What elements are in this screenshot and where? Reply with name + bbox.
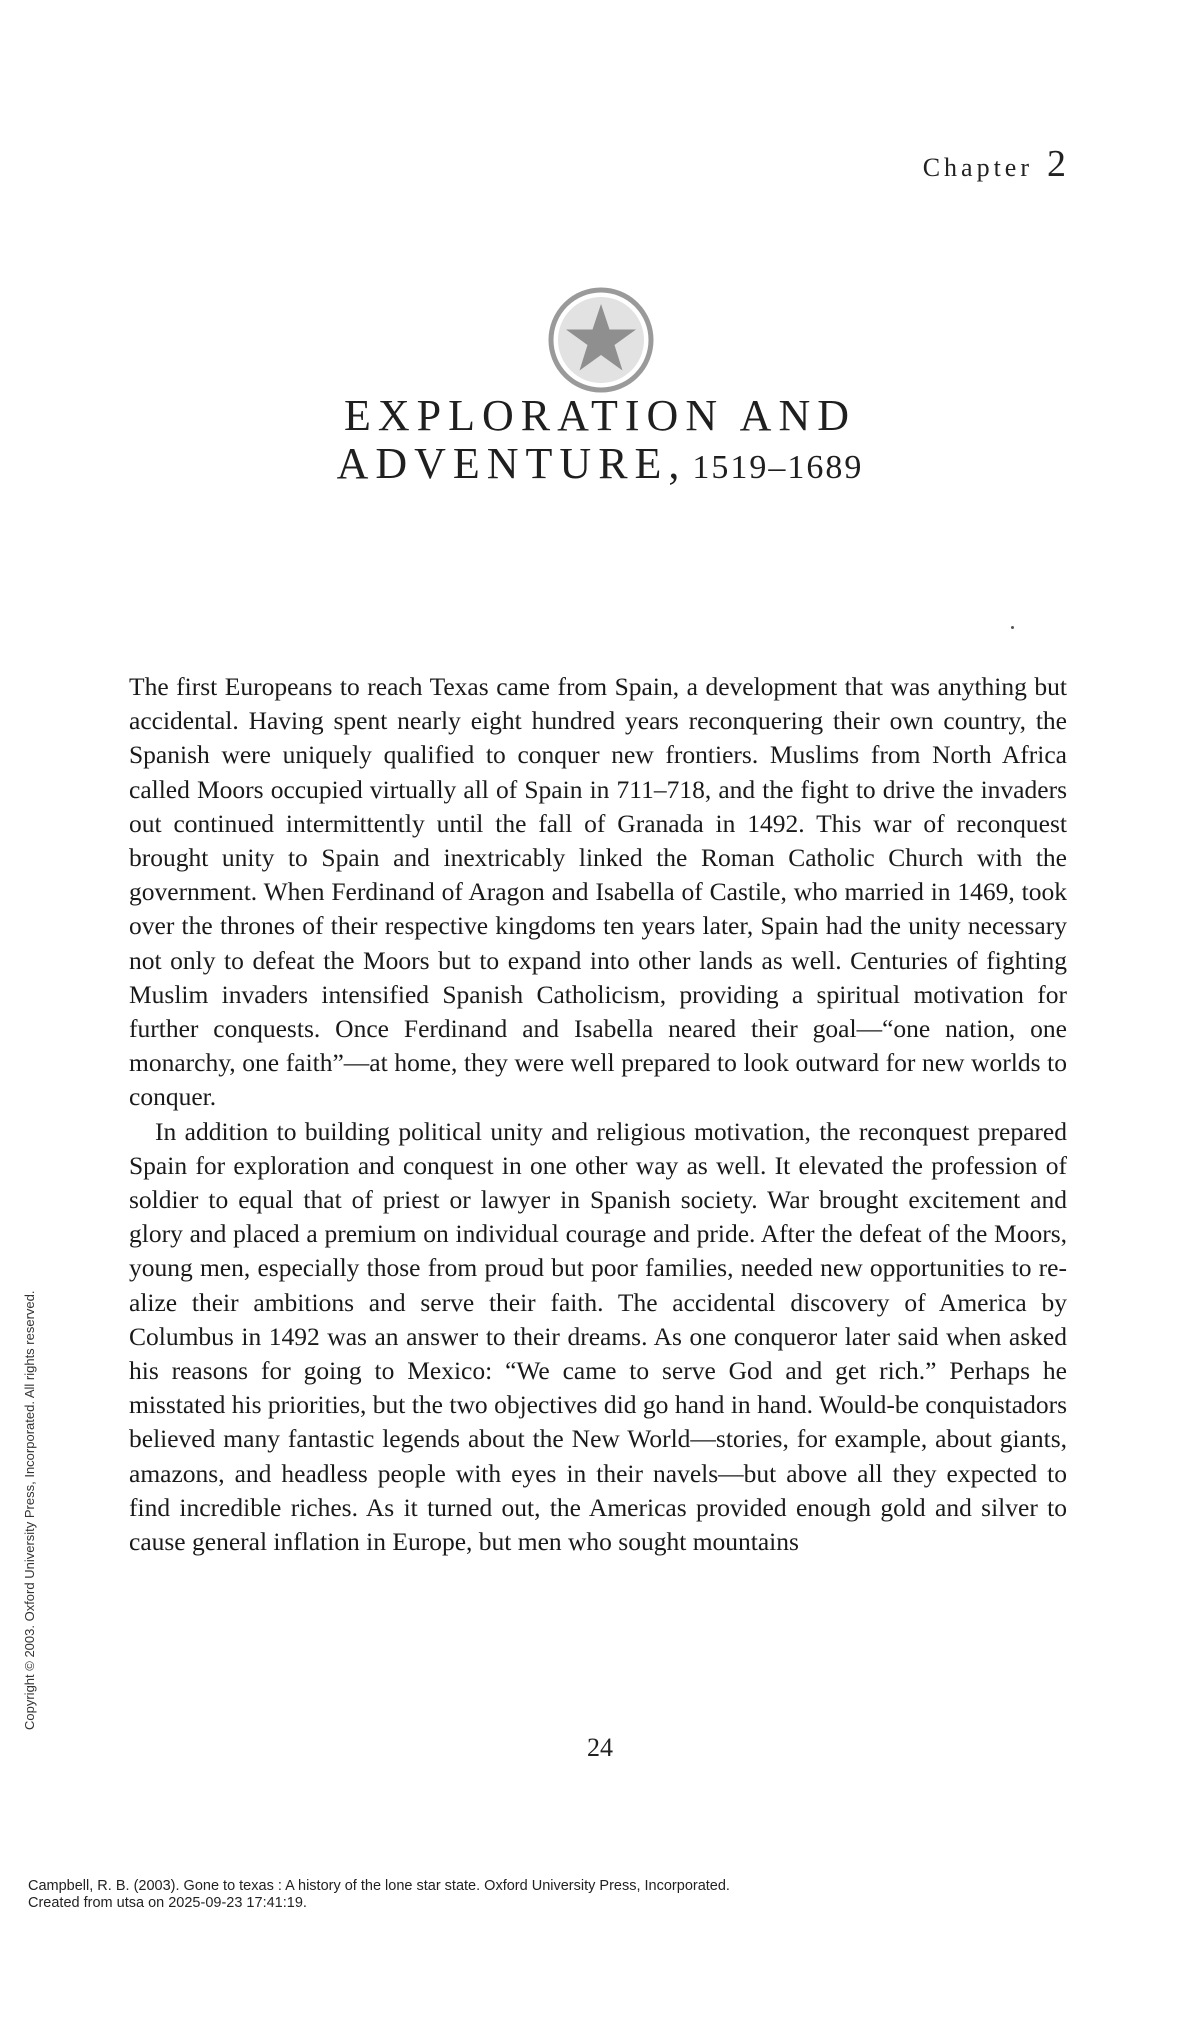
page-number: 24 <box>587 1733 613 1762</box>
copyright-notice: Copyright © 2003. Oxford University Press, Incorporated. All rights reserved. <box>22 1290 37 1730</box>
star-in-circle-icon <box>547 286 655 394</box>
chapter-label <box>923 142 1066 186</box>
chapter-title <box>200 392 1000 492</box>
chapter-title-word: ADVENTURE, <box>336 439 687 488</box>
chapter-title-years: 1519–1689 <box>692 449 864 486</box>
chapter-title-line-2 <box>200 440 1000 492</box>
chapter-word: Chapter <box>922 153 1033 182</box>
citation <box>28 1878 730 1912</box>
body-text <box>129 670 1067 1559</box>
stray-mark <box>1011 626 1014 629</box>
paragraph-1: The first Europeans to reach Texas came from Spain, a development that was anything but accidental. Having spent nearly eight hundred years reconquering their own country, the Spanish were uniquely qualified to conquer new frontiers. Muslims from North Africa called Moors occupied virtually all of Spain in 711–718, and the fight to drive the invaders out continued intermittently until the fall of Granada in 1492. This war of reconquest brought unity to Spain and inextricably linked the Roman Catholic Church with the government. When Ferdinand of Aragon and Isabella of Castile, who married in 1469, took over the thrones of their respective kingdoms ten years later, Spain had the unity necessary not only to defeat the Moors but to expand into other lands as well. Centuries of fighting Muslim invaders intensified Spanish Catholicism, providing a spiritual motivation for further conquests. Once Ferdinand and Isabella neared their goal—“one nation, one monarchy, one faith”—at home, they were well prepared to look outward for new worlds to conquer. <box>129 672 1067 1112</box>
chapter-number: 2 <box>1047 143 1066 185</box>
paragraph-2: In addition to building political unity and religious motivation, the reconquest prepared Spain for exploration and conquest in one other way as well. It elevated the profession of soldier to equal that of priest or lawyer in Spanish society. War brought excitement and glory and placed a premium on individual courage and pride. After the defeat of the Moors, young men, especially those from proud but poor families, needed new opportunities to realize their ambitions and serve their faith. The accidental discovery of America by Columbus in 1492 was an answer to their dreams. As one conqueror later said when asked his reasons for going to Mexico: “We came to serve God and get rich.” Perhaps he misstated his priorities, but the two objectives did go hand in hand. Would-be conquistadors believed many fantastic legends about the New World—stories, for example, about giants, amazons, and headless people with eyes in their navels—but above all they expected to find incredible riches. As it turned out, the Americas provided enough gold and silver to cause general inflation in Europe, but men who sought mountains <box>129 1116 1067 1557</box>
citation-line-2: Created from utsa on 2025-09-23 17:41:19. <box>28 1895 307 1911</box>
chapter-title-line-1: EXPLORATION AND <box>344 391 856 440</box>
citation-line-1: Campbell, R. B. (2003). Gone to texas : A history of the lone star state. Oxford University Press, Incorporated. <box>28 1878 730 1894</box>
